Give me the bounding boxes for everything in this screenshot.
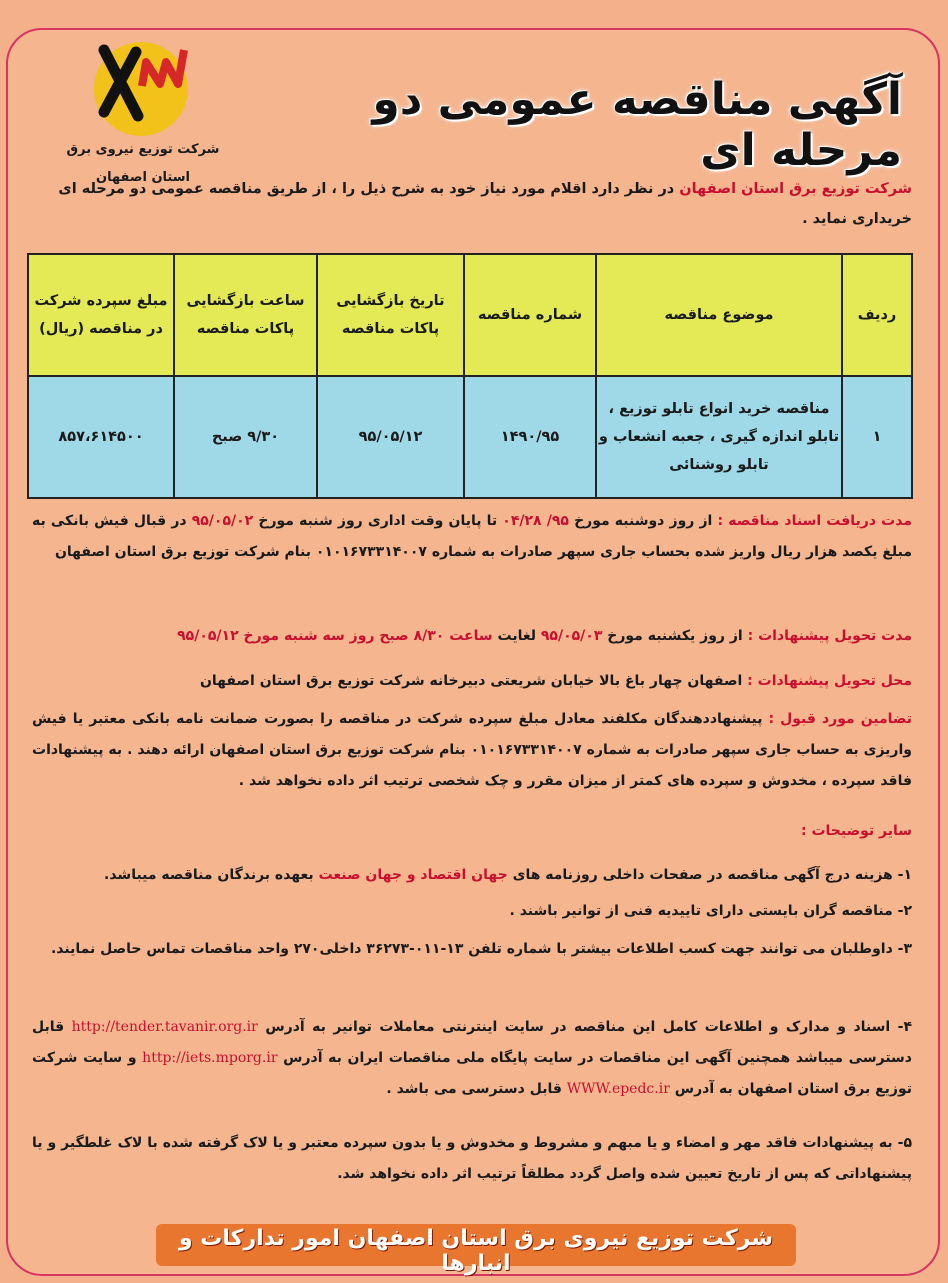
intro-text: در نظر دارد اقلام مورد نیاز خود به شرح ذیل را ، از طریق مناقصه عمومی دو مرحله ای خریداری نماید . [58, 181, 912, 227]
note-1 [32, 860, 912, 891]
intro-company: شرکت توزیع برق استان اصفهان [679, 181, 912, 197]
guarantees [32, 704, 912, 797]
header-opening-date: تاریخ بازگشایی پاکات مناقصه [317, 254, 464, 376]
cell-subject: مناقصه خرید انواع تابلو توزیع ، تابلو اندازه گیری ، جعبه انشعاب و تابلو روشنائی [596, 376, 842, 498]
header-row-number: ردیف [842, 254, 912, 376]
delivery-text-b: لغایت [497, 628, 536, 644]
note-1-newspapers: جهان اقتصاد و جهان صنعت [318, 867, 508, 883]
table-header-row [28, 254, 912, 376]
guarantee-label: تضامین مورد قبول : [768, 711, 912, 727]
delivery-text-a: از روز یکشنبه مورخ [607, 628, 743, 644]
note-4 [32, 1012, 912, 1105]
note-5: ۵- به پیشنهادات فاقد مهر و امضاء و یا مبهم و مشروط و مخدوش و یا بدون سپرده معتبر و یا لاک گرفته شده با لاک غلطگیر و یا پیشنهاداتی که پس از تاریخ تعیین شده واصل گردد مطلقاً ترتیب اثر داده نخواهد شد. [32, 1135, 912, 1182]
table-row [28, 376, 912, 498]
notes-label: سایر توضیحات : [800, 823, 912, 839]
header-subject: موضوع مناقصه [596, 254, 842, 376]
note-4-text-c: و سایت شرکت توزیع برق استان اصفهان به آدرس [32, 1050, 912, 1097]
company-logo-mark-icon [90, 36, 194, 136]
note-1-text-a: ۱- هزینه درج آگهی مناقصه در صفحات داخلی روزنامه های [512, 867, 912, 883]
company-line-1: شرکت توزیع نیروی برق [66, 142, 220, 157]
note-1-text-b: بعهده برندگان مناقصه میباشد. [104, 867, 314, 883]
place-text: اصفهان چهار باغ بالا خیابان شریعتی دبیرخانه شرکت توزیع برق استان اصفهان [199, 673, 743, 689]
docs-period [32, 506, 912, 568]
delivery-date-start: ۹۵/۰۵/۰۳ [540, 628, 603, 644]
header-tender-number: شماره مناقصه [464, 254, 596, 376]
header-opening-time: ساعت بازگشایی پاکات مناقصه [174, 254, 317, 376]
docs-label: مدت دریافت اسناد مناقصه : [717, 513, 912, 529]
cell-opening-date: ۹۵/۰۵/۱۲ [317, 376, 464, 498]
note-4-text-a: ۴- اسناد و مدارک و اطلاعات کامل این مناقصه در سایت اینترنتی معاملات توانیر به آدرس [265, 1019, 912, 1035]
company-line-2: استان اصفهان [96, 170, 190, 185]
delivery-deadline: ساعت ۸/۳۰ صبح روز سه شنبه مورخ ۹۵/۰۵/۱۲ [177, 628, 493, 644]
guarantee-text: پیشنهاددهندگان مکلفند معادل مبلغ سپرده شرکت در مناقصه را بصورت ضمانت نامه بانکی معتبر یا فیش واریزی به حساب جاری سپهر صادرات به شماره ۰۱۰۱۶۷۳۳۱۴۰۰۷ بنام شرکت توزیع برق استان اصفهان ارائه دهند . به پیشنهادات فاقد سپرده ، مخدوش و سپرده های کمتر از میزان مقرر و چک شخصی ترتیب اثر داده نخواهد شد . [32, 711, 912, 789]
tender-table [27, 253, 913, 499]
header-deposit-amount: مبلغ سپرده شرکت در مناقصه (ریال) [28, 254, 174, 376]
delivery-period [32, 621, 912, 652]
cell-opening-time: ۹/۳۰ صبح [174, 376, 317, 498]
docs-text-c: در قبال فیش بانکی به مبلغ یکصد هزار ریال واریز شده بحساب جاری سپهر صادرات به شماره ۰۱۰۱۶۷۳۳۱۴۰۰۷ بنام شرکت توزیع برق استان اصفهان [32, 513, 912, 560]
epedc-site-link[interactable]: WWW.epedc.ir [566, 1081, 670, 1097]
footer-text: شرکت توزیع نیروی برق استان اصفهان امور تدارکات و انبارها [178, 1226, 774, 1276]
delivery-place [32, 666, 912, 697]
page-title: آگهی مناقصه عمومی دو مرحله ای [372, 74, 902, 176]
note-4-text-d: قابل دسترسی می باشد . [386, 1081, 562, 1097]
docs-text-b: تا پایان وقت اداری روز شنبه مورخ [258, 513, 498, 529]
note-2: ۲- مناقصه گران بایستی دارای تاییدیه فنی از توانیر باشند . [509, 903, 912, 919]
notes-heading [32, 816, 912, 847]
cell-row-number: ۱ [842, 376, 912, 498]
docs-text-a: از روز دوشنبه مورخ [574, 513, 713, 529]
iets-site-link[interactable]: http://iets.mporg.ir [142, 1050, 278, 1066]
cell-tender-number: ۱۴۹۰/۹۵ [464, 376, 596, 498]
docs-date-end: ۹۵/۰۵/۰۲ [191, 513, 254, 529]
docs-date-start: ۹۵/ ۰۴/۲۸ [502, 513, 569, 529]
note-3: ۳- داوطلبان می توانند جهت کسب اطلاعات بیشتر با شماره تلفن ۱۳-۰۱۱-۳۶۲۷۳ داخلی۲۷۰ واحد مناقصات تماس حاصل نمایند. [50, 941, 912, 957]
tender-site-link[interactable]: http://tender.tavanir.org.ir [71, 1019, 258, 1035]
place-label: محل تحویل پیشنهادات : [747, 673, 912, 689]
note-4-text-b: قابل دسترسی میباشد همچنین آگهی این مناقصات در سایت پایگاه ملی مناقصات ایران به آدرس [32, 1019, 912, 1066]
intro-paragraph [32, 174, 912, 234]
delivery-label: مدت تحویل پیشنهادات : [747, 628, 912, 644]
cell-deposit-amount: ۸۵۷،۶۱۴۵۰۰ [28, 376, 174, 498]
